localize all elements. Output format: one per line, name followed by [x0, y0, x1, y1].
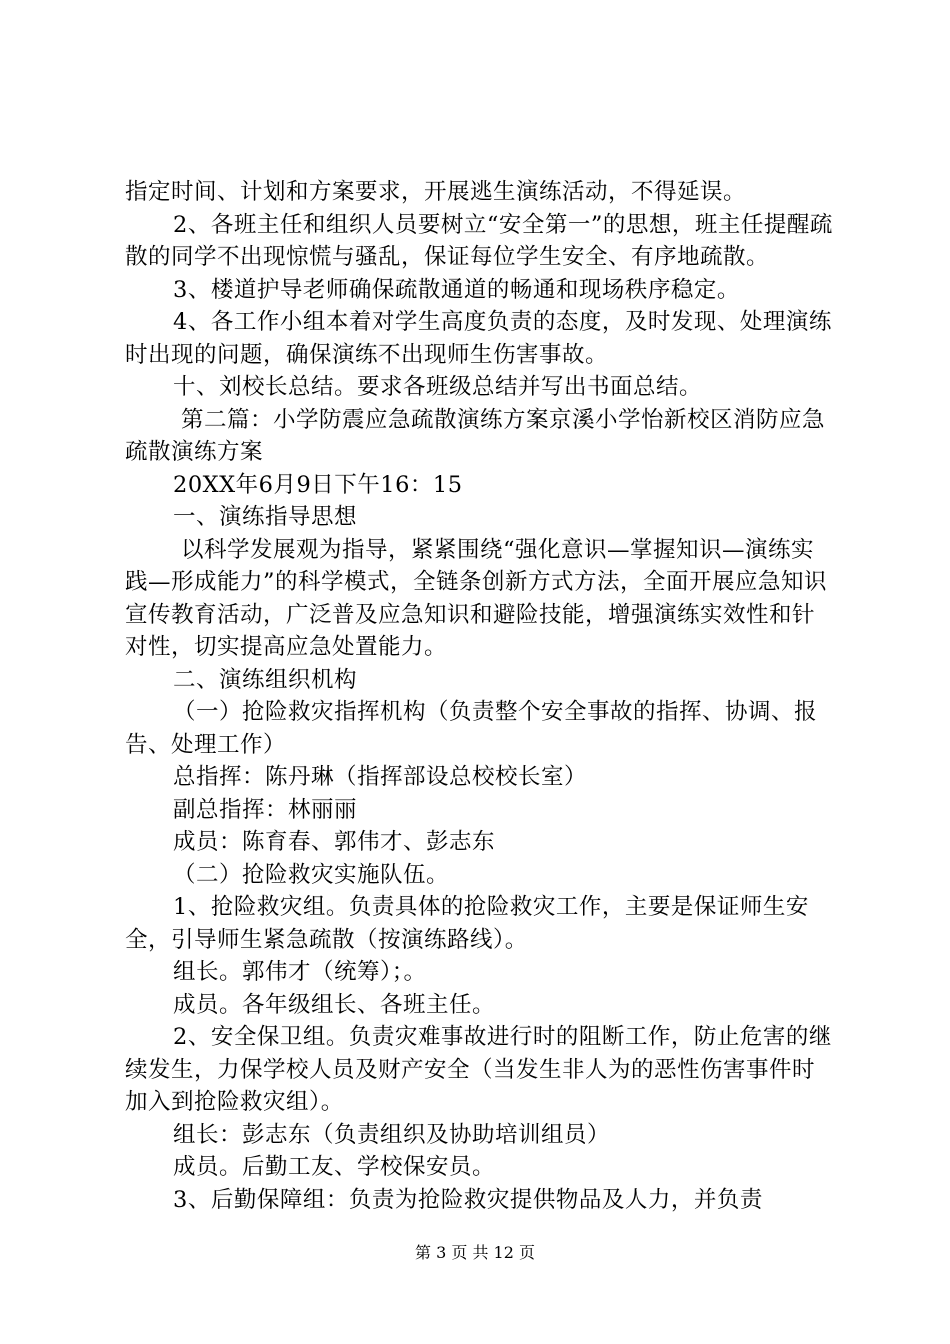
paragraph: 成员。各年级组长、各班主任。 — [173, 991, 496, 1018]
paragraph: 3、楼道护导老师确保疏散通道的畅通和现场秩序稳定。 — [173, 276, 740, 303]
page-number-footer: 第 3 页 共 12 页 — [415, 1243, 535, 1262]
section-heading: 第二篇：小学防震应急疏散演练方案京溪小学怡新校区消防应急疏散演练方案 — [125, 406, 826, 465]
paragraph: 1、抢险救灾组。负责具体的抢险救灾工作，主要是保证师生安全，引导师生紧急疏散（按演练路线）。 — [125, 894, 809, 953]
paragraph: 副总指挥：林丽丽 — [173, 796, 358, 823]
paragraph: 组长：彭志东（负责组织及协助培训组员） — [173, 1121, 611, 1148]
paragraph: 总指挥：陈丹琳（指挥部设总校校长室） — [173, 764, 588, 790]
paragraph: 3、后勤保障组：负责为抢险救灾提供物品及人力，并负责 — [173, 1186, 763, 1213]
paragraph: 以科学发展观为指导，紧紧围绕“强化意识—掌握知识—演练实践—形成能力”的科学模式，全链条创新方式方法，全面开展应急知识宣传教育活动，广泛普及应急知识和避险技能，增强演练实效性和针对性，切实提高应急处置能力。 — [125, 536, 828, 660]
paragraph: 组长。郭伟才（统筹）；。 — [173, 959, 427, 985]
date-line: 20XX年6月9日下午16：15 — [173, 471, 463, 498]
section-heading: 二、演练组织机构 — [173, 666, 358, 693]
document-body — [125, 176, 835, 1216]
paragraph: 2、安全保卫组。负责灾难事故进行时的阻断工作，防止危害的继续发生，力保学校人员及财产安全（当发生非人为的恶性伤害事件时加入到抢险救灾组）。 — [125, 1024, 832, 1115]
section-heading: 一、演练指导思想 — [173, 504, 358, 530]
paragraph: 十、刘校长总结。要求各班级总结并写出书面总结。 — [173, 374, 703, 400]
paragraph: 成员：陈育春、郭伟才、彭志东 — [173, 829, 496, 855]
paragraph: 2、各班主任和组织人员要树立“安全第一”的思想，班主任提醒疏散的同学不出现惊慌与骚乱，保证每位学生安全、有序地疏散。 — [125, 211, 833, 270]
paragraph: （一）抢险救灾指挥机构（负责整个安全事故的指挥、协调、报告、处理工作） — [125, 699, 818, 758]
paragraph: 成员。后勤工友、学校保安员。 — [173, 1154, 496, 1180]
paragraph: （二）抢险救灾实施队伍。 — [173, 861, 450, 888]
paragraph: 4、各工作小组本着对学生高度负责的态度，及时发现、处理演练时出现的问题，确保演练不出现师生伤害事故。 — [125, 309, 832, 368]
paragraph: 指定时间、计划和方案要求，开展逃生演练活动，不得延误。 — [125, 179, 747, 205]
